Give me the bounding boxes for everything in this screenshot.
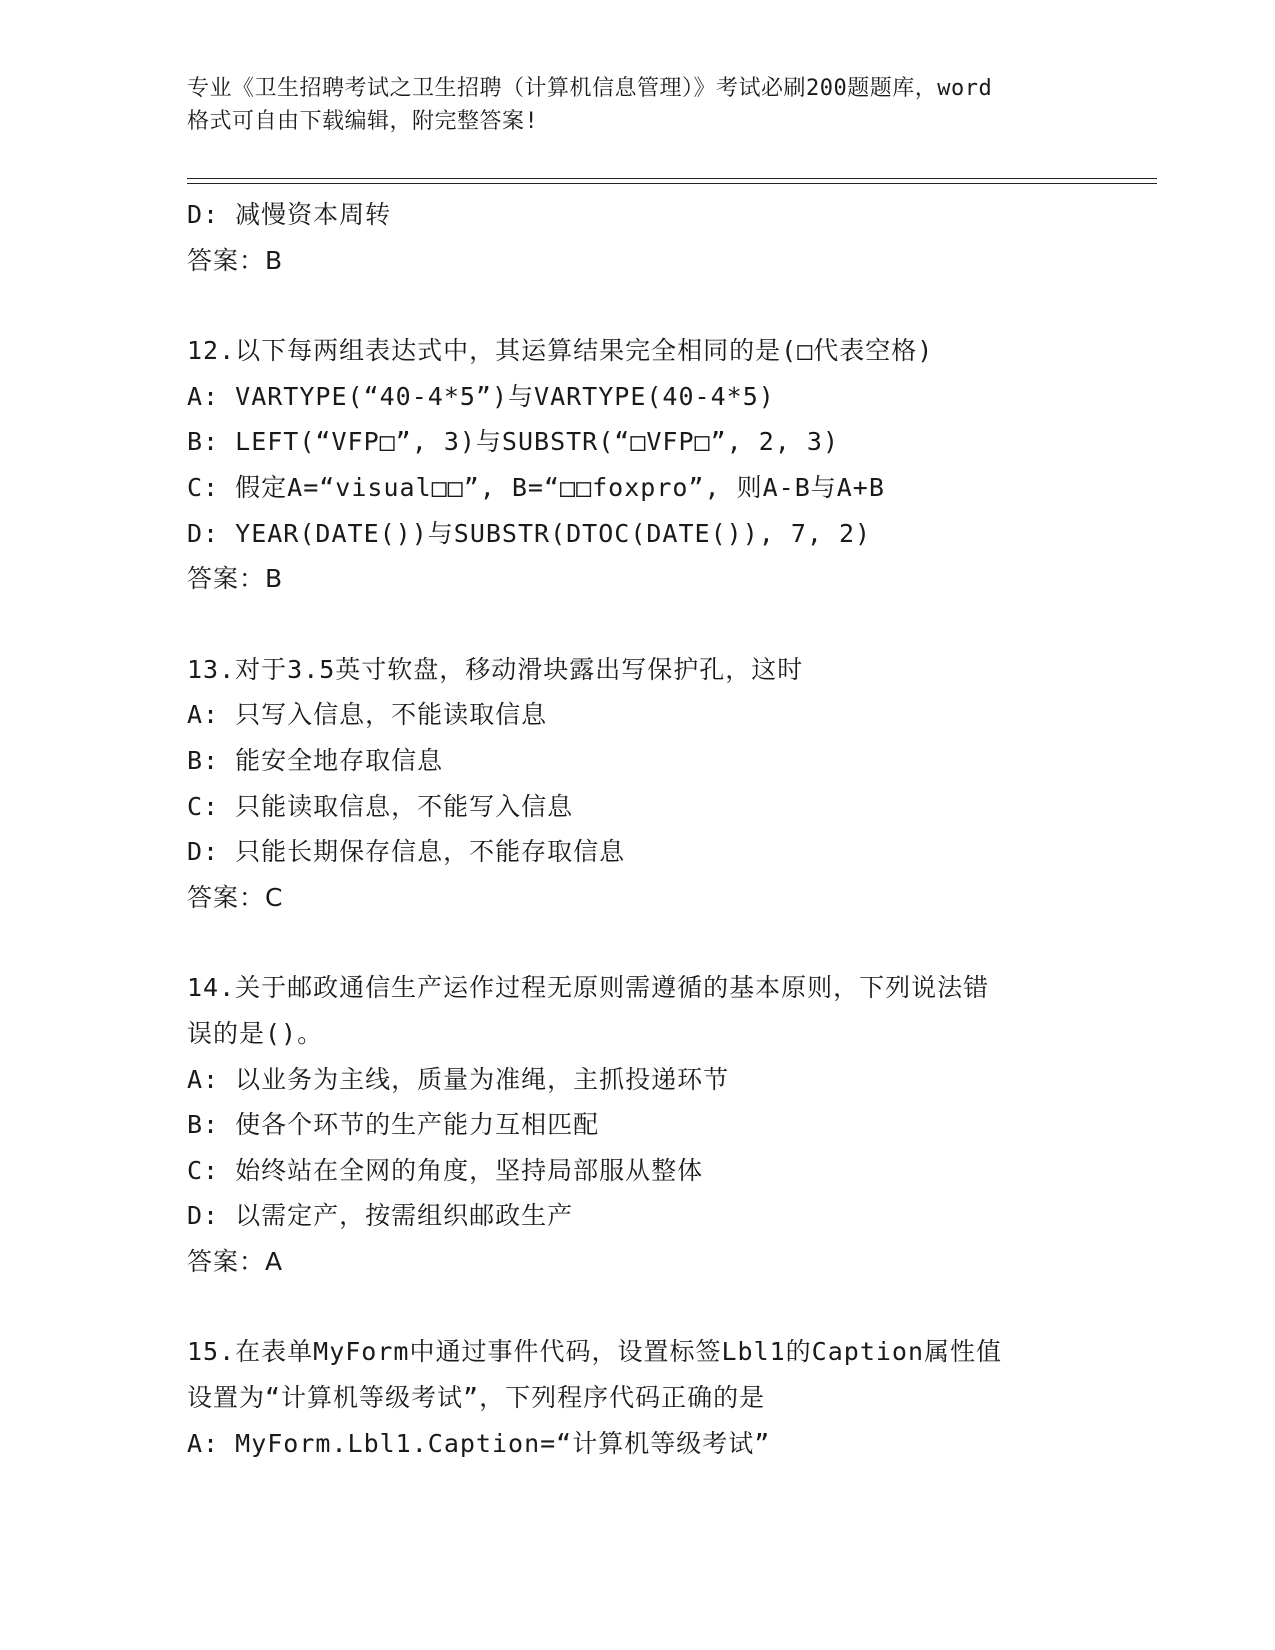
- option-a: A: VARTYPE(“40-4*5”)与VARTYPE(40-4*5): [187, 381, 775, 411]
- question-block-12: [187, 328, 1157, 602]
- question-stem: 14.关于邮政通信生产运作过程无原则需遵循的基本原则，下列说法错: [187, 973, 990, 1003]
- header-line-1: 专业《卫生招聘考试之卫生招聘（计算机信息管理）》考试必刷200题题库，word: [187, 76, 993, 101]
- question-block-14: [187, 965, 1157, 1284]
- question-stem: 13.对于3.5英寸软盘，移动滑块露出写保护孔，这时: [187, 654, 804, 684]
- header-divider: [187, 178, 1157, 184]
- option-a: A: MyForm.Lbl1.Caption=“计算机等级考试”: [187, 1428, 771, 1458]
- question-stem-continued: 设置为“计算机等级考试”，下列程序代码正确的是: [187, 1383, 766, 1413]
- answer-line: 答案：C: [187, 882, 284, 912]
- question-stem: 12.以下每两组表达式中，其运算结果完全相同的是(□代表空格): [187, 336, 934, 366]
- answer-line: 答案：B: [187, 245, 284, 275]
- question-block-11: [187, 192, 1157, 283]
- question-block-15: [187, 1329, 1157, 1466]
- document-page: [187, 72, 1157, 1466]
- option-a: A: 只写入信息，不能读取信息: [187, 700, 548, 730]
- option-b: B: LEFT(“VFP□”, 3)与SUBSTR(“□VFP□”, 2, 3): [187, 427, 839, 457]
- option-c: C: 只能读取信息，不能写入信息: [187, 791, 574, 821]
- option-d: D: 减慢资本周转: [187, 200, 392, 229]
- question-block-13: [187, 647, 1157, 921]
- option-c: C: 始终站在全网的角度，坚持局部服从整体: [187, 1155, 704, 1185]
- option-b: B: 使各个环节的生产能力互相匹配: [187, 1110, 600, 1140]
- question-stem-continued: 误的是()。: [187, 1018, 324, 1048]
- question-list: [187, 192, 1157, 1466]
- option-b: B: 能安全地存取信息: [187, 745, 444, 775]
- option-d: D: 以需定产，按需组织邮政生产: [187, 1201, 574, 1231]
- answer-line: 答案：B: [187, 564, 284, 594]
- header-line-2: 格式可自由下载编辑，附完整答案!: [187, 109, 539, 134]
- option-c: C: 假定A=“visual□□”, B=“□□foxpro”, 则A-B与A+B: [187, 472, 885, 502]
- option-d: D: YEAR(DATE())与SUBSTR(DTOC(DATE()), 7, 2): [187, 518, 872, 548]
- question-stem: 15.在表单MyForm中通过事件代码，设置标签Lbl1的Caption属性值: [187, 1337, 1003, 1367]
- answer-line: 答案：A: [187, 1246, 284, 1276]
- option-d: D: 只能长期保存信息，不能存取信息: [187, 837, 626, 867]
- option-a: A: 以业务为主线，质量为准绳，主抓投递环节: [187, 1064, 730, 1094]
